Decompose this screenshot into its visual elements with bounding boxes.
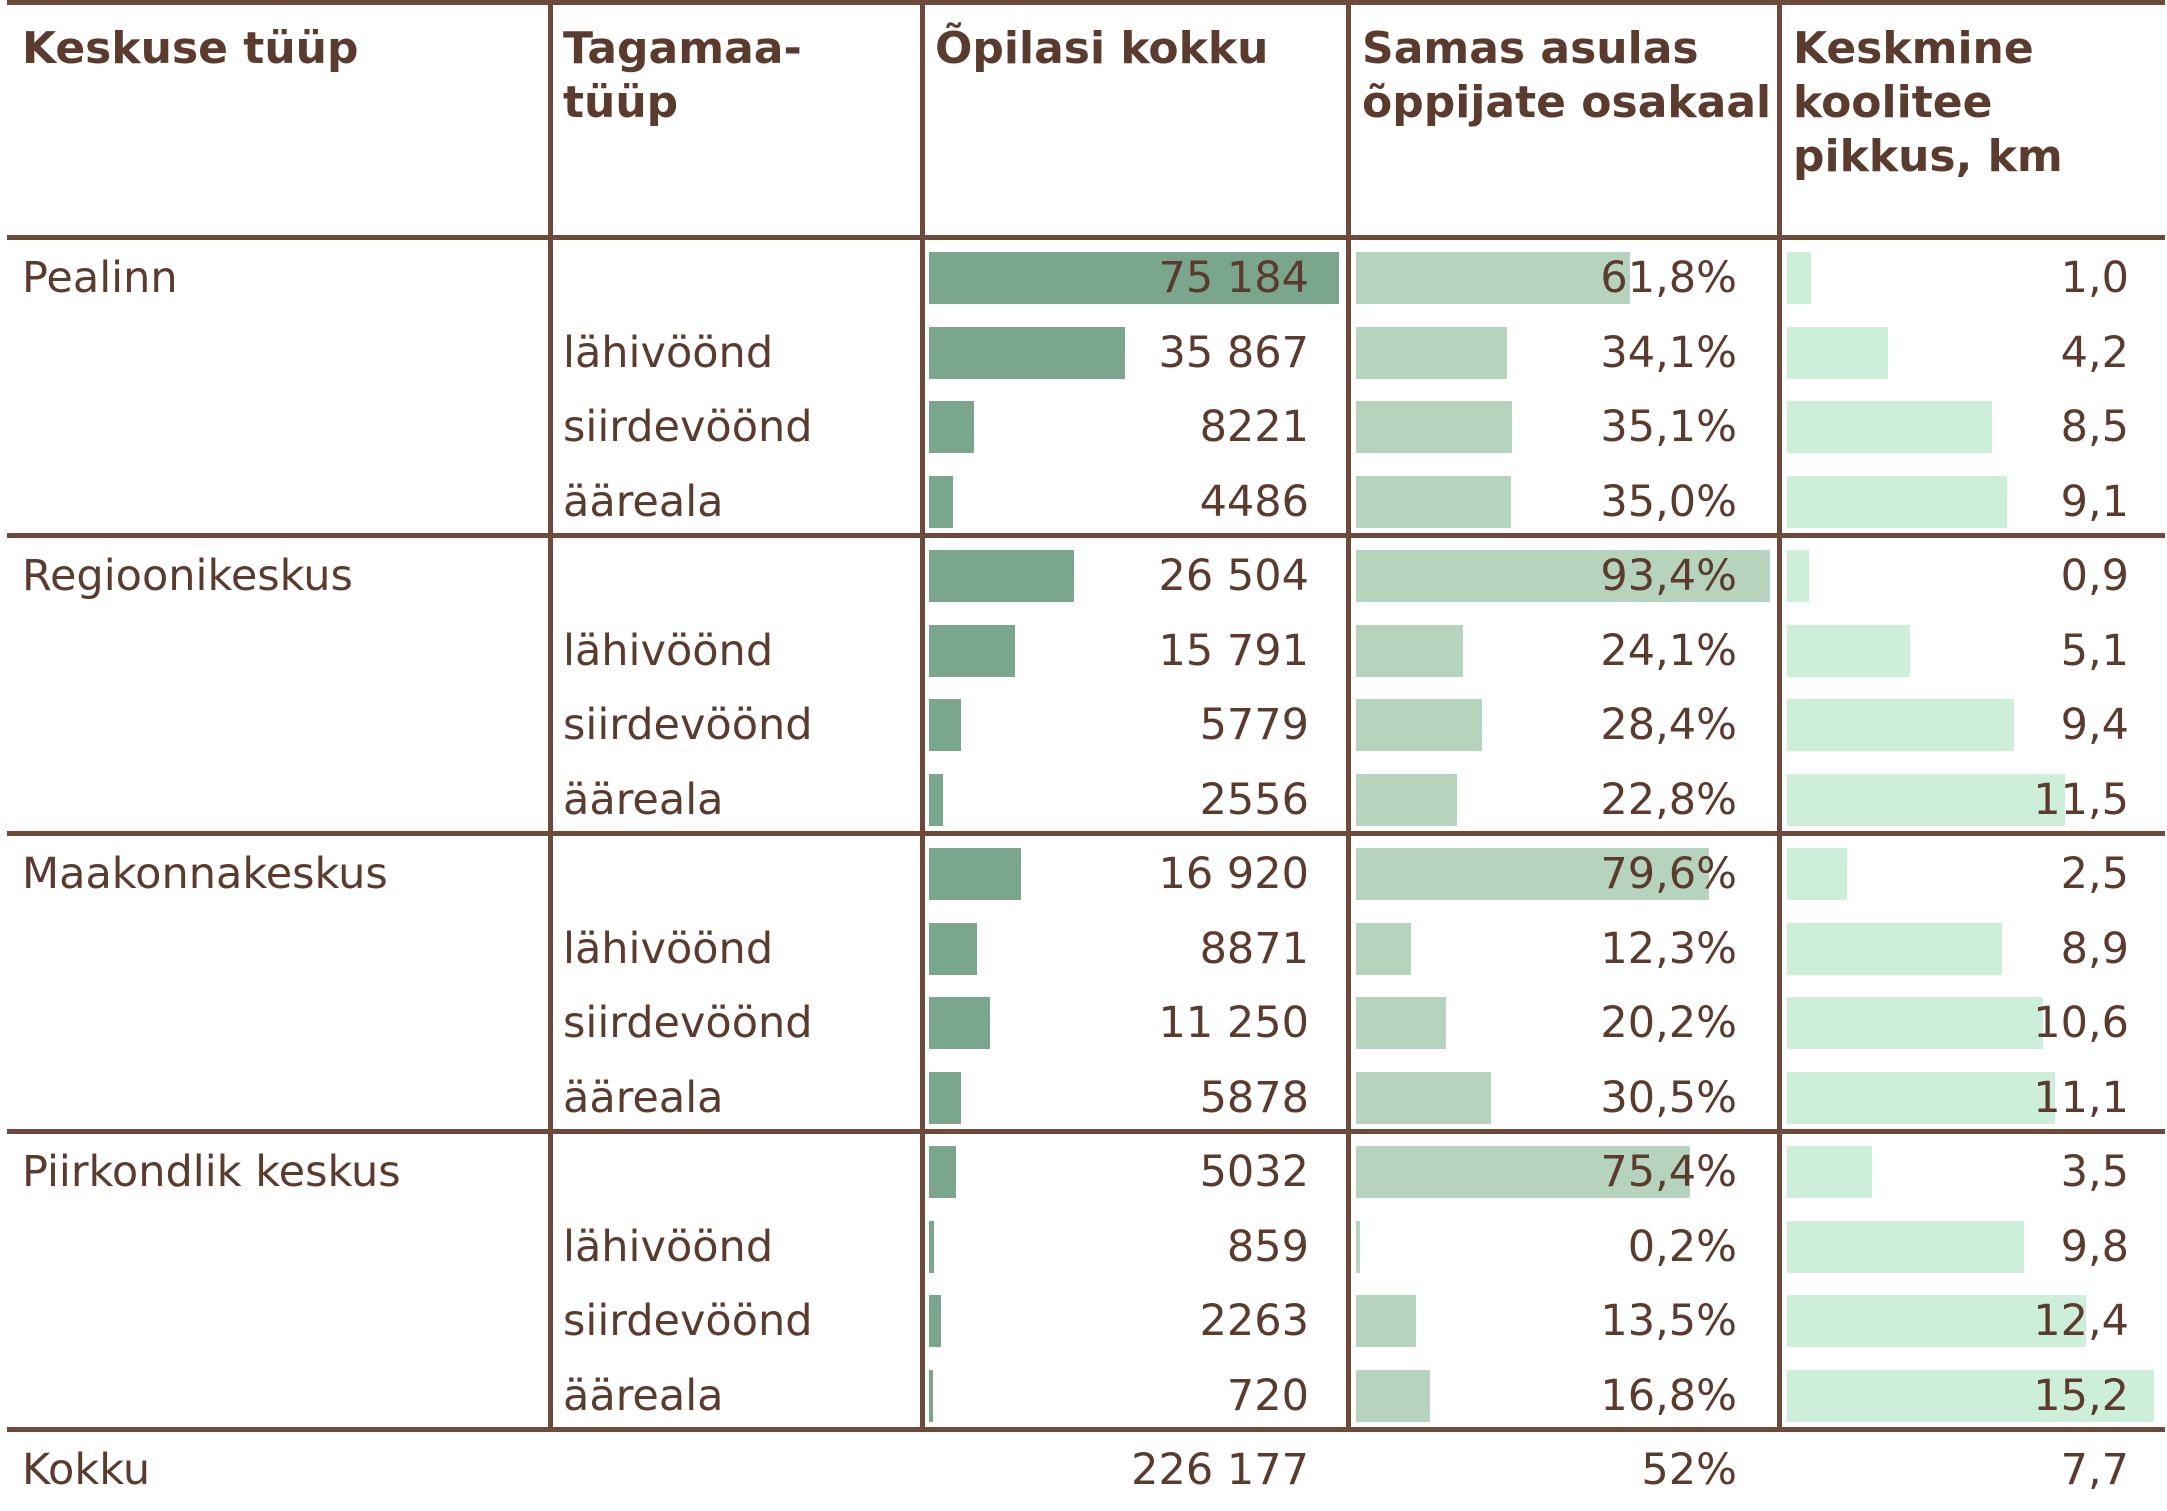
total-share: 52%: [1641, 1445, 1737, 1495]
value-km: 15,2: [2033, 1371, 2129, 1421]
value-share: 30,5%: [1600, 1073, 1737, 1123]
bar-share: [1356, 997, 1446, 1049]
value-students: 8871: [1199, 924, 1309, 974]
column-divider-2: [920, 0, 925, 1432]
bar-km: [1787, 1072, 2055, 1124]
hinterland-zone-label: lähivöönd: [563, 626, 774, 676]
value-share: 24,1%: [1600, 626, 1737, 676]
bar-students: [929, 401, 974, 453]
value-share: 35,0%: [1600, 477, 1737, 527]
bar-km: [1787, 1221, 2024, 1273]
value-share: 22,8%: [1600, 775, 1737, 825]
total-label: Kokku: [22, 1445, 151, 1495]
bar-share: [1356, 625, 1463, 677]
rule-top: [7, 0, 2165, 5]
hinterland-zone-label: ääreala: [563, 1073, 724, 1123]
value-students: 2263: [1199, 1296, 1309, 1346]
value-km: 11,5: [2033, 775, 2129, 825]
value-km: 8,5: [2060, 402, 2129, 452]
value-students: 2556: [1199, 775, 1309, 825]
column-divider-1: [548, 0, 553, 1432]
bar-km: [1787, 774, 2065, 826]
center-type-label: Piirkondlik keskus: [22, 1147, 401, 1197]
value-km: 8,9: [2060, 924, 2129, 974]
value-students: 5878: [1199, 1073, 1309, 1123]
bar-km: [1787, 550, 1809, 602]
rule-header-bottom: [7, 235, 2165, 240]
hinterland-zone-label: siirdevöönd: [563, 998, 813, 1048]
value-share: 75,4%: [1600, 1147, 1737, 1197]
value-km: 10,6: [2033, 998, 2129, 1048]
total-km: 7,7: [2060, 1445, 2129, 1495]
bar-students: [929, 1146, 956, 1198]
header-hinterland-type: Tagamaa- tüüp: [563, 23, 802, 128]
bar-share: [1356, 327, 1507, 379]
bar-students: [929, 699, 961, 751]
value-km: 9,1: [2060, 477, 2129, 527]
hinterland-zone-label: lähivöönd: [563, 924, 774, 974]
bar-share: [1356, 401, 1512, 453]
rule-group-2: [7, 831, 2165, 836]
value-km: 9,4: [2060, 700, 2129, 750]
bar-students: [929, 476, 953, 528]
value-km: 2,5: [2060, 849, 2129, 899]
hinterland-zone-label: lähivöönd: [563, 328, 774, 378]
value-students: 8221: [1199, 402, 1309, 452]
bar-share: [1356, 1295, 1416, 1347]
total-students: 226 177: [1131, 1445, 1309, 1495]
hinterland-zone-label: lähivöönd: [563, 1222, 774, 1272]
value-students: 720: [1226, 1371, 1309, 1421]
value-share: 16,8%: [1600, 1371, 1737, 1421]
column-divider-4: [1777, 0, 1782, 1432]
value-share: 35,1%: [1600, 402, 1737, 452]
bar-km: [1787, 252, 1811, 304]
bar-km: [1787, 923, 2002, 975]
bar-km: [1787, 401, 1992, 453]
bar-km: [1787, 476, 2007, 528]
bar-share: [1356, 1221, 1360, 1273]
bar-km: [1787, 997, 2043, 1049]
value-share: 12,3%: [1600, 924, 1737, 974]
hinterland-zone-label: ääreala: [563, 477, 724, 527]
value-km: 5,1: [2060, 626, 2129, 676]
bar-students: [929, 848, 1021, 900]
bar-share: [1356, 1370, 1430, 1422]
bar-share: [1356, 252, 1630, 304]
value-students: 35 867: [1158, 328, 1309, 378]
header-avg-commute: Keskmine koolitee pikkus, km: [1793, 23, 2063, 182]
center-type-label: Pealinn: [22, 253, 178, 303]
bar-share: [1356, 1072, 1491, 1124]
bar-students: [929, 1221, 934, 1273]
value-share: 0,2%: [1627, 1222, 1737, 1272]
column-divider-3: [1346, 0, 1351, 1432]
value-km: 12,4: [2033, 1296, 2129, 1346]
bar-students: [929, 625, 1015, 677]
bar-students: [929, 923, 977, 975]
header-same-settlement-share: Samas asulas õppijate osakaal: [1362, 23, 1772, 128]
value-students: 16 920: [1158, 849, 1309, 899]
value-share: 79,6%: [1600, 849, 1737, 899]
bar-km: [1787, 1146, 1872, 1198]
header-students-total: Õpilasi kokku: [935, 23, 1269, 74]
value-km: 4,2: [2060, 328, 2129, 378]
bar-students: [929, 1072, 961, 1124]
value-km: 0,9: [2060, 551, 2129, 601]
hinterland-zone-label: siirdevöönd: [563, 402, 813, 452]
bar-students: [929, 327, 1125, 379]
value-share: 28,4%: [1600, 700, 1737, 750]
hinterland-zone-label: siirdevöönd: [563, 1296, 813, 1346]
value-share: 20,2%: [1600, 998, 1737, 1048]
value-share: 13,5%: [1600, 1296, 1737, 1346]
rule-group-3: [7, 1129, 2165, 1134]
center-type-label: Regioonikeskus: [22, 551, 353, 601]
bar-share: [1356, 774, 1457, 826]
bar-km: [1787, 625, 1910, 677]
bar-students: [929, 997, 990, 1049]
value-students: 859: [1226, 1222, 1309, 1272]
value-km: 11,1: [2033, 1073, 2129, 1123]
value-km: 1,0: [2060, 253, 2129, 303]
bar-km: [1787, 848, 1847, 900]
bar-share: [1356, 699, 1482, 751]
hinterland-zone-label: siirdevöönd: [563, 700, 813, 750]
bar-students: [929, 774, 943, 826]
center-type-label: Maakonnakeskus: [22, 849, 388, 899]
bar-students: [929, 1370, 933, 1422]
value-share: 34,1%: [1600, 328, 1737, 378]
value-students: 5779: [1199, 700, 1309, 750]
bar-share: [1356, 476, 1511, 528]
value-km: 3,5: [2060, 1147, 2129, 1197]
hinterland-zone-label: ääreala: [563, 1371, 724, 1421]
bar-share: [1356, 923, 1411, 975]
value-students: 4486: [1199, 477, 1309, 527]
header-center-type: Keskuse tüüp: [22, 23, 359, 74]
value-students: 11 250: [1158, 998, 1309, 1048]
value-share: 61,8%: [1600, 253, 1737, 303]
bar-km: [1787, 327, 1888, 379]
value-km: 9,8: [2060, 1222, 2129, 1272]
value-share: 93,4%: [1600, 551, 1737, 601]
bar-km: [1787, 699, 2014, 751]
bar-students: [929, 550, 1074, 602]
value-students: 15 791: [1158, 626, 1309, 676]
value-students: 75 184: [1158, 253, 1309, 303]
hinterland-zone-label: ääreala: [563, 775, 724, 825]
bar-students: [929, 1295, 941, 1347]
rule-group-1: [7, 533, 2165, 538]
value-students: 26 504: [1158, 551, 1309, 601]
rule-total: [7, 1427, 2165, 1432]
value-students: 5032: [1199, 1147, 1309, 1197]
